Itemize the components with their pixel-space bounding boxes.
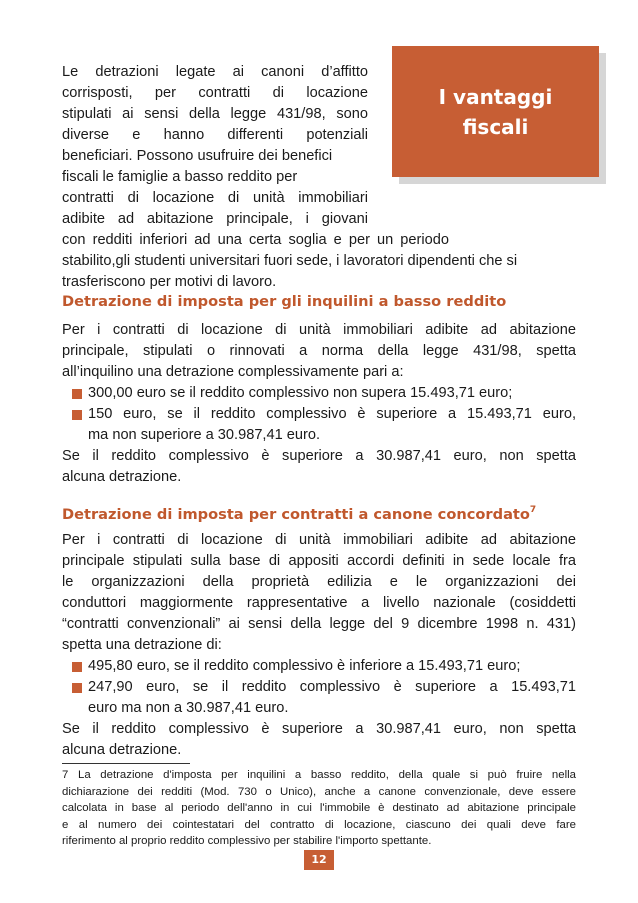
footnote-line: riferimento al proprio reddito complessivo per stabilire l'importo spettante. — [62, 835, 432, 847]
page-number: 12 — [304, 850, 334, 870]
intro-line: diverse e hanno differenti potenziali — [62, 127, 368, 143]
section2-line: spetta una detrazione di: — [62, 637, 222, 653]
bullet-text: ma non superiore a 30.987,41 euro. — [88, 427, 321, 443]
section-title-line-1: I vantaggi — [438, 84, 553, 109]
intro-line: con redditi inferiori ad una certa soglia e per un periodo — [62, 232, 449, 248]
section1-paragraph — [62, 320, 576, 383]
section1-line: Per i contratti di locazione di unità immobiliari adibite ad abitazione — [62, 322, 576, 338]
section1-line: all’inquilino una detrazione complessivamente pari a: — [62, 364, 404, 380]
intro-line: Le detrazioni legate ai canoni d’affitto — [62, 64, 368, 80]
section1-closing-line: alcuna detrazione. — [62, 469, 182, 485]
footnote-ref[interactable]: 7 — [529, 505, 537, 515]
section2-closing — [62, 719, 576, 761]
intro-line: stipulati ai sensi della legge 431/98, sono — [62, 106, 368, 122]
bullet-item — [88, 677, 576, 719]
intro-paragraph — [62, 62, 576, 293]
section-heading-agreed-rent — [62, 505, 536, 523]
square-bullet-icon — [72, 662, 82, 672]
intro-line: contratti di locazione di unità immobiliari — [62, 190, 368, 206]
footnote-divider — [62, 763, 190, 764]
footnote-line: 7 La detrazione d'imposta per inquilini a basso reddito, della quale si può fruire nella — [62, 769, 576, 781]
footnote-line: e al numero dei cointestatari del contratto di locazione, ciascuno dei quali deve fare — [62, 818, 576, 831]
bullet-text: 495,80 euro, se il reddito complessivo è inferiore a 15.493,71 euro; — [88, 658, 521, 674]
intro-line: adibite ad abitazione principale, i giovani — [62, 211, 368, 227]
section-title-line-2: fiscali — [462, 114, 529, 139]
section2-line: “contratti convenzionali” ai sensi della legge del 9 dicembre 1998 n. 431) — [62, 616, 576, 632]
square-bullet-icon — [72, 410, 82, 420]
intro-line: trasferiscono per motivi di lavoro. — [62, 274, 277, 290]
intro-line: fiscali le famiglie a basso reddito per — [62, 169, 298, 185]
section2-closing-line: alcuna detrazione. — [62, 742, 182, 758]
section2-paragraph — [62, 530, 576, 656]
section-heading-low-income: Detrazione di imposta per gli inquilini a basso reddito — [62, 293, 507, 310]
section2-line: conduttori maggiormente rappresentative a livello nazionale (cosiddetti — [62, 595, 576, 611]
footnote — [62, 767, 576, 850]
section2-closing-line: Se il reddito complessivo è superiore a 30.987,41 euro, non spetta — [62, 721, 576, 737]
section2-line: Per i contratti di locazione di unità immobiliari adibite ad abitazione — [62, 532, 576, 548]
section2-heading-text: Detrazione di imposta per contratti a canone concordato — [62, 506, 530, 523]
bullet-text: 300,00 euro se il reddito complessivo non supera 15.493,71 euro; — [88, 385, 513, 401]
intro-line: corrisposti, per contratti di locazione — [62, 85, 368, 101]
section1-closing — [62, 446, 576, 488]
section2-line: le organizzazioni della proprietà edilizia e le organizzazioni dei — [62, 574, 576, 590]
section2-line: principale stipulati sulla base di appositi accordi definiti in sede locale fra — [62, 553, 576, 569]
bullet-text: 247,90 euro, se il reddito complessivo è superiore a 15.493,71 — [88, 679, 576, 695]
bullet-item — [88, 383, 576, 404]
section1-line: principale, stipulati o rinnovati a norma della legge 431/98, spetta — [62, 343, 576, 359]
bullet-item — [88, 404, 576, 446]
bullet-text: 150 euro, se il reddito complessivo è superiore a 15.493,71 euro, — [88, 406, 576, 422]
intro-line: beneficiari. Possono usufruire dei benefici — [62, 148, 333, 164]
footnote-line: calcolata in base al periodo dell'anno in cui l'immobile è destinato ad abitazione principale — [62, 802, 576, 814]
bullet-text: euro ma non a 30.987,41 euro. — [88, 700, 289, 716]
square-bullet-icon — [72, 389, 82, 399]
square-bullet-icon — [72, 683, 82, 693]
bullet-item — [88, 656, 576, 677]
intro-line: stabilito,gli studenti universitari fuori sede, i lavoratori dipendenti che si — [62, 253, 518, 269]
section1-closing-line: Se il reddito complessivo è superiore a 30.987,41 euro, non spetta — [62, 448, 576, 464]
footnote-line: dichiarazione dei redditi (Mod. 730 o Unico), anche a canone convenzionale, deve essere — [62, 785, 576, 798]
